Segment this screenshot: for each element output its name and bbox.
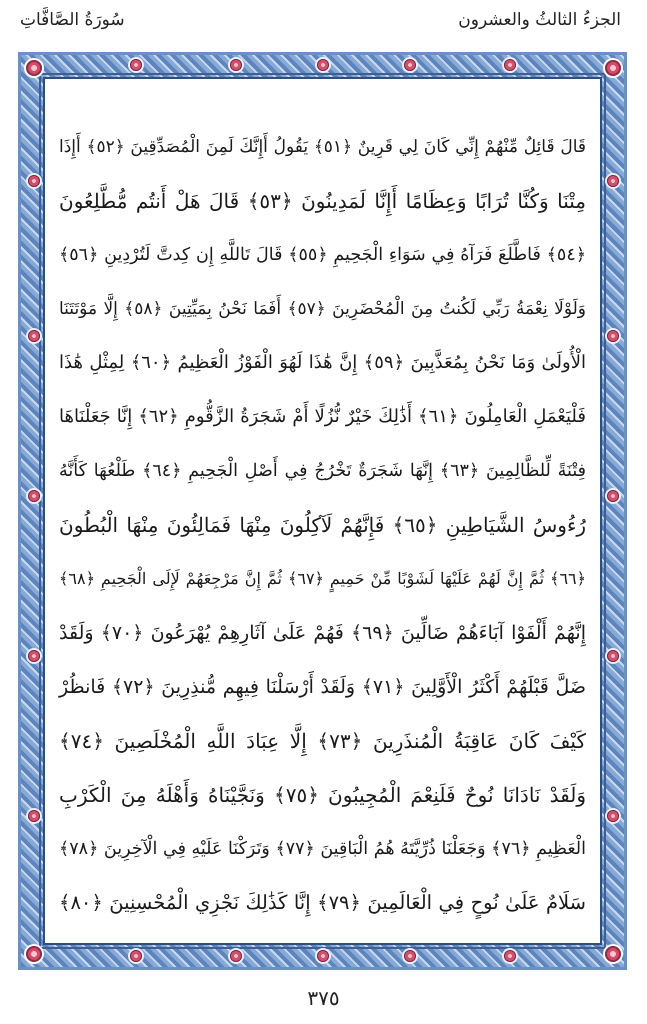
rose-ornament-icon <box>504 59 516 71</box>
verse-line: رُءُوسُ الشَّيَاطِينِ ﴿٦٥﴾ فَإِنَّهُمْ لَآكِلُونَ مِنْهَا فَمَالِئُونَ مِنْهَا الْبُطُونَ <box>59 513 587 537</box>
surah-title: سُورَةُ الصَّافَّاتِ <box>20 10 125 30</box>
rose-ornament-icon <box>404 950 416 962</box>
page-number: ٣٧٥ <box>307 986 340 1010</box>
verse-line: الْأُولَىٰ وَمَا نَحْنُ بِمُعَذَّبِينَ ﴿٥٩﴾ إِنَّ هَٰذَا لَهُوَ الْفَوْزُ الْعَظِيمُ ﴿٦٠﴾ لِمِثْلِ هَٰذَا <box>59 352 586 373</box>
rose-ornament-icon <box>317 59 329 71</box>
rose-ornament-icon <box>28 810 40 822</box>
rose-ornament-icon <box>130 59 142 71</box>
verse-line: إِنَّهُمْ أَلْفَوْا آبَاءَهُمْ ضَالِّينَ ﴿٦٩﴾ فَهُمْ عَلَىٰ آثَارِهِمْ يُهْرَعُونَ ﴿٧٠﴾ وَلَقَدْ <box>59 622 586 644</box>
verse-line: فَلْيَعْمَلِ الْعَامِلُونَ ﴿٦١﴾ أَذَٰلِكَ خَيْرٌ نُّزُلًا أَمْ شَجَرَةُ الزَّقُّومِ ﴿٦٢﴾ إِنَّا جَعَلْنَاهَا <box>59 406 586 427</box>
corner-medallion-icon <box>605 946 621 962</box>
rose-ornament-icon <box>28 650 40 662</box>
rose-ornament-icon <box>130 950 142 962</box>
verse-line: قَالَ قَائِلٌ مِّنْهُمْ إِنِّي كَانَ لِي قَرِينٌ ﴿٥١﴾ يَقُولُ أَإِنَّكَ لَمِنَ الْمُصَدِّقِينَ ﴿٥٢﴾ أَإِذَا <box>59 137 587 157</box>
verse-line: ضَلَّ قَبْلَهُمْ أَكْثَرُ الْأَوَّلِينَ ﴿٧١﴾ وَلَقَدْ أَرْسَلْنَا فِيهِم مُّنذِرِينَ ﴿٧٢﴾ فَانظُرْ <box>59 676 587 698</box>
corner-medallion-icon <box>26 60 42 76</box>
verse-line: كَيْفَ كَانَ عَاقِبَةُ الْمُنذَرِينَ ﴿٧٣﴾ إِلَّا عِبَادَ اللَّهِ الْمُخْلَصِينَ ﴿٧٤﴾ <box>59 729 586 753</box>
rose-ornament-icon <box>230 59 242 71</box>
verse-line: مِتْنَا وَكُنَّا تُرَابًا وَعِظَامًا أَإِنَّا لَمَدِينُونَ ﴿٥٣﴾ قَالَ هَلْ أَنتُم مُّطَّلِعُونَ <box>59 189 586 213</box>
rose-ornament-icon <box>607 490 619 502</box>
rose-ornament-icon <box>28 175 40 187</box>
page-header <box>0 0 647 48</box>
rose-ornament-icon <box>607 175 619 187</box>
verse-line: فِتْنَةً لِّلظَّالِمِينَ ﴿٦٣﴾ إِنَّهَا شَجَرَةٌ تَخْرُجُ فِي أَصْلِ الْجَحِيمِ ﴿٦٤﴾ طَلْعُهَا كَأَنَّهُ <box>59 461 586 481</box>
rose-ornament-icon <box>404 59 416 71</box>
rose-ornament-icon <box>28 490 40 502</box>
rose-ornament-icon <box>317 950 329 962</box>
rose-ornament-icon <box>230 950 242 962</box>
verse-line: وَلَوْلَا نِعْمَةُ رَبِّي لَكُنتُ مِنَ الْمُحْضَرِينَ ﴿٥٧﴾ أَفَمَا نَحْنُ بِمَيِّتِينَ ﴿٥٨﴾ إِلَّا مَوْتَتَنَا <box>59 299 586 319</box>
rose-ornament-icon <box>504 950 516 962</box>
verse-line: ﴿٥٤﴾ فَاطَّلَعَ فَرَآهُ فِي سَوَاءِ الْجَحِيمِ ﴿٥٥﴾ قَالَ تَاللَّهِ إِن كِدتَّ لَتُرْدِينِ ﴿٥٦﴾ <box>59 245 586 265</box>
corner-medallion-icon <box>605 60 621 76</box>
verse-line: سَلَامٌ عَلَىٰ نُوحٍ فِي الْعَالَمِينَ ﴿٧٩﴾ إِنَّا كَذَٰلِكَ نَجْزِي الْمُحْسِنِينَ ﴿٨٠﴾ <box>59 891 587 914</box>
juz-title: الجزءُ الثالثُ والعشرون <box>458 10 621 30</box>
rose-ornament-icon <box>607 810 619 822</box>
rose-ornament-icon <box>607 650 619 662</box>
quran-text-area <box>43 77 602 945</box>
rose-ornament-icon <box>607 330 619 342</box>
verse-line: وَلَقَدْ نَادَانَا نُوحٌ فَلَنِعْمَ الْمُجِيبُونَ ﴿٧٥﴾ وَنَجَّيْنَاهُ وَأَهْلَهُ مِنَ الْكَرْبِ <box>59 783 586 807</box>
corner-medallion-icon <box>26 946 42 962</box>
verse-line: الْعَظِيمِ ﴿٧٦﴾ وَجَعَلْنَا ذُرِّيَّتَهُ هُمُ الْبَاقِينَ ﴿٧٧﴾ وَتَرَكْنَا عَلَيْهِ فِي الْآخِرِينَ ﴿٧٨﴾ <box>59 839 586 859</box>
rose-ornament-icon <box>28 330 40 342</box>
verse-line: ﴿٦٦﴾ ثُمَّ إِنَّ لَهُمْ عَلَيْهَا لَشَوْبًا مِّنْ حَمِيمٍ ﴿٦٧﴾ ثُمَّ إِنَّ مَرْجِعَهُمْ لَإِلَى الْجَحِيمِ ﴿٦٨﴾ <box>59 569 586 588</box>
